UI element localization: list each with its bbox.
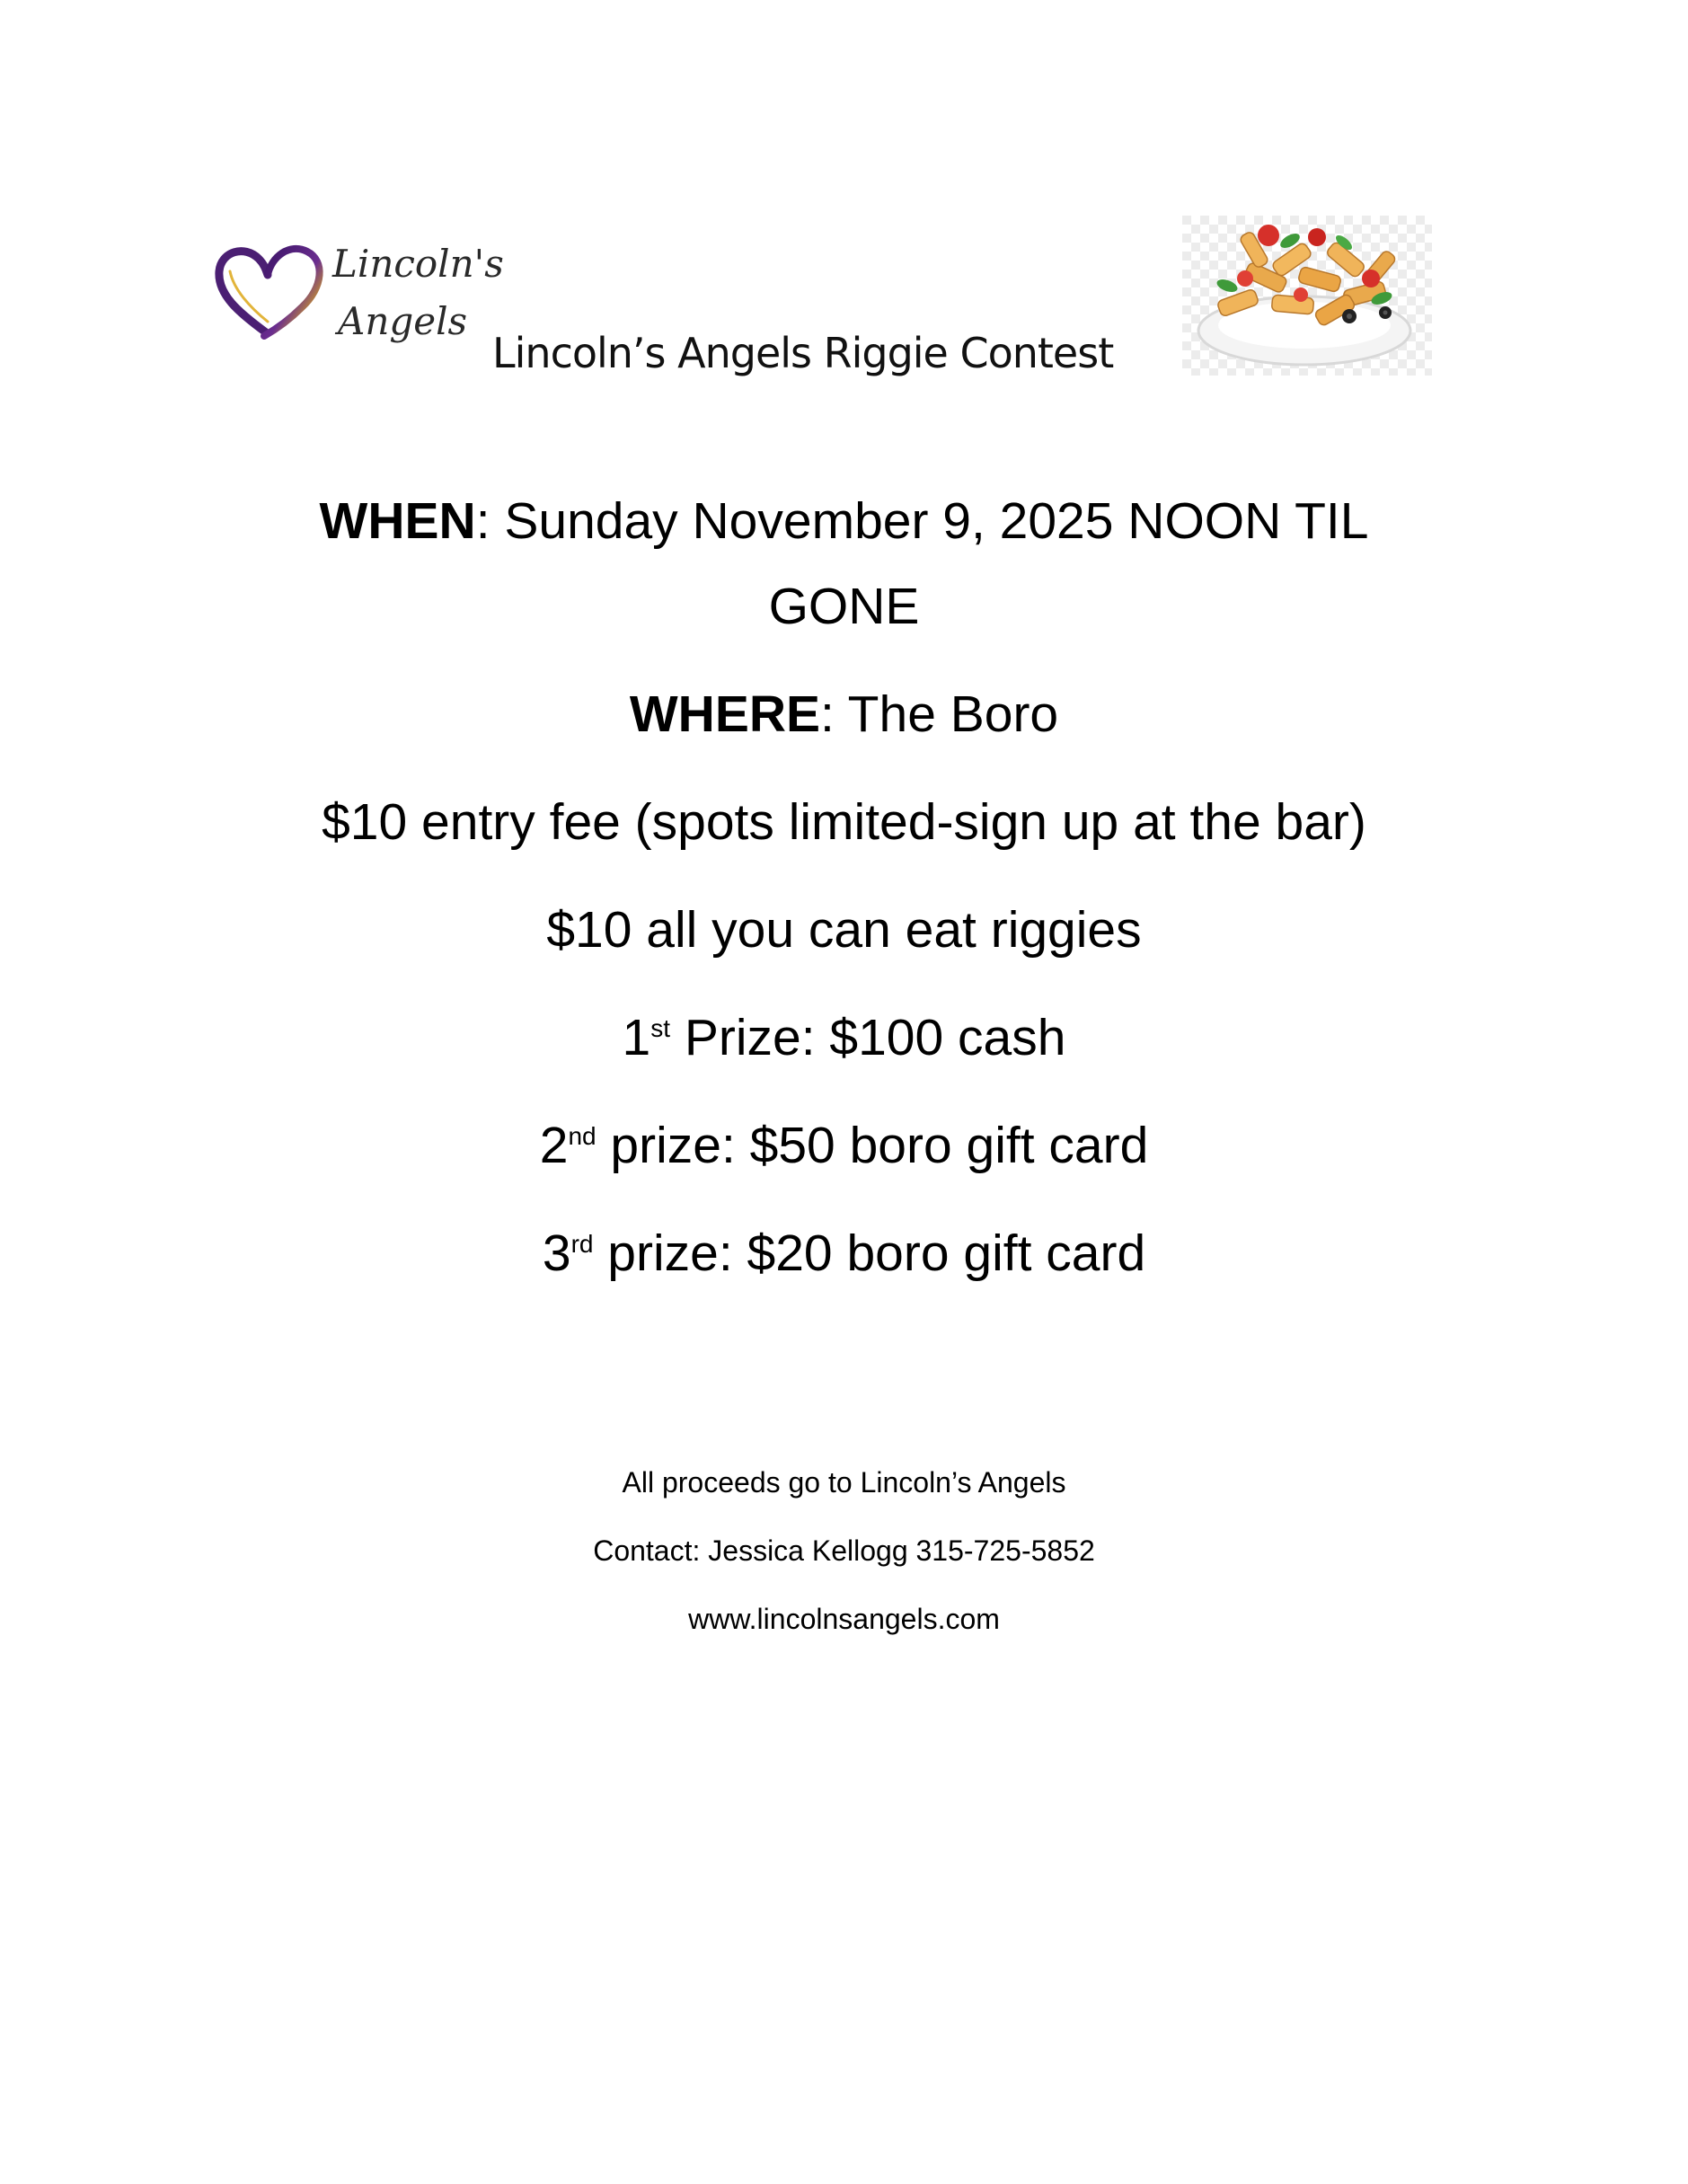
prize-suffix: st [650, 1014, 671, 1042]
prize-number: 1 [622, 1009, 651, 1066]
second-prize-line [0, 1114, 1688, 1177]
logo-text [332, 235, 504, 361]
pasta-plate-image [1182, 216, 1432, 376]
proceeds-text: All proceeds go to Lincoln’s Angels [622, 1466, 1066, 1499]
prize-text: prize: $50 boro gift card [596, 1117, 1149, 1174]
when-line-cont: GONE [768, 578, 920, 635]
prize-text: Prize: $100 cash [670, 1009, 1066, 1066]
prize-number: 3 [542, 1225, 571, 1282]
third-prize-line [0, 1222, 1688, 1285]
contact-text: Contact: Jessica Kellogg 315-725-5852 [593, 1534, 1095, 1567]
entry-fee-line: $10 entry fee (spots limited-sign up at the bar) [322, 793, 1366, 851]
where-line [0, 683, 1688, 746]
page-title: Lincoln’s Angels Riggie Contest [492, 329, 1114, 377]
when-value: : Sunday November 9, 2025 NOON TIL [475, 492, 1369, 550]
first-prize-line [0, 1006, 1688, 1069]
where-value: : The Boro [820, 685, 1059, 743]
website-link[interactable]: www.lincolnsangels.com [688, 1603, 1000, 1635]
lincolns-angels-logo [212, 235, 504, 361]
where-label: WHERE [629, 685, 821, 743]
when-line [0, 490, 1688, 553]
when-label: WHEN [319, 492, 476, 550]
prize-text: prize: $20 boro gift card [593, 1225, 1146, 1282]
heart-icon [212, 235, 332, 343]
logo-line-2: Angels [338, 299, 468, 343]
logo-line-1: Lincoln's [332, 242, 504, 286]
all-you-can-eat-line: $10 all you can eat riggies [546, 901, 1142, 959]
prize-number: 2 [539, 1117, 569, 1174]
prize-suffix: rd [570, 1230, 594, 1258]
prize-suffix: nd [568, 1122, 597, 1150]
